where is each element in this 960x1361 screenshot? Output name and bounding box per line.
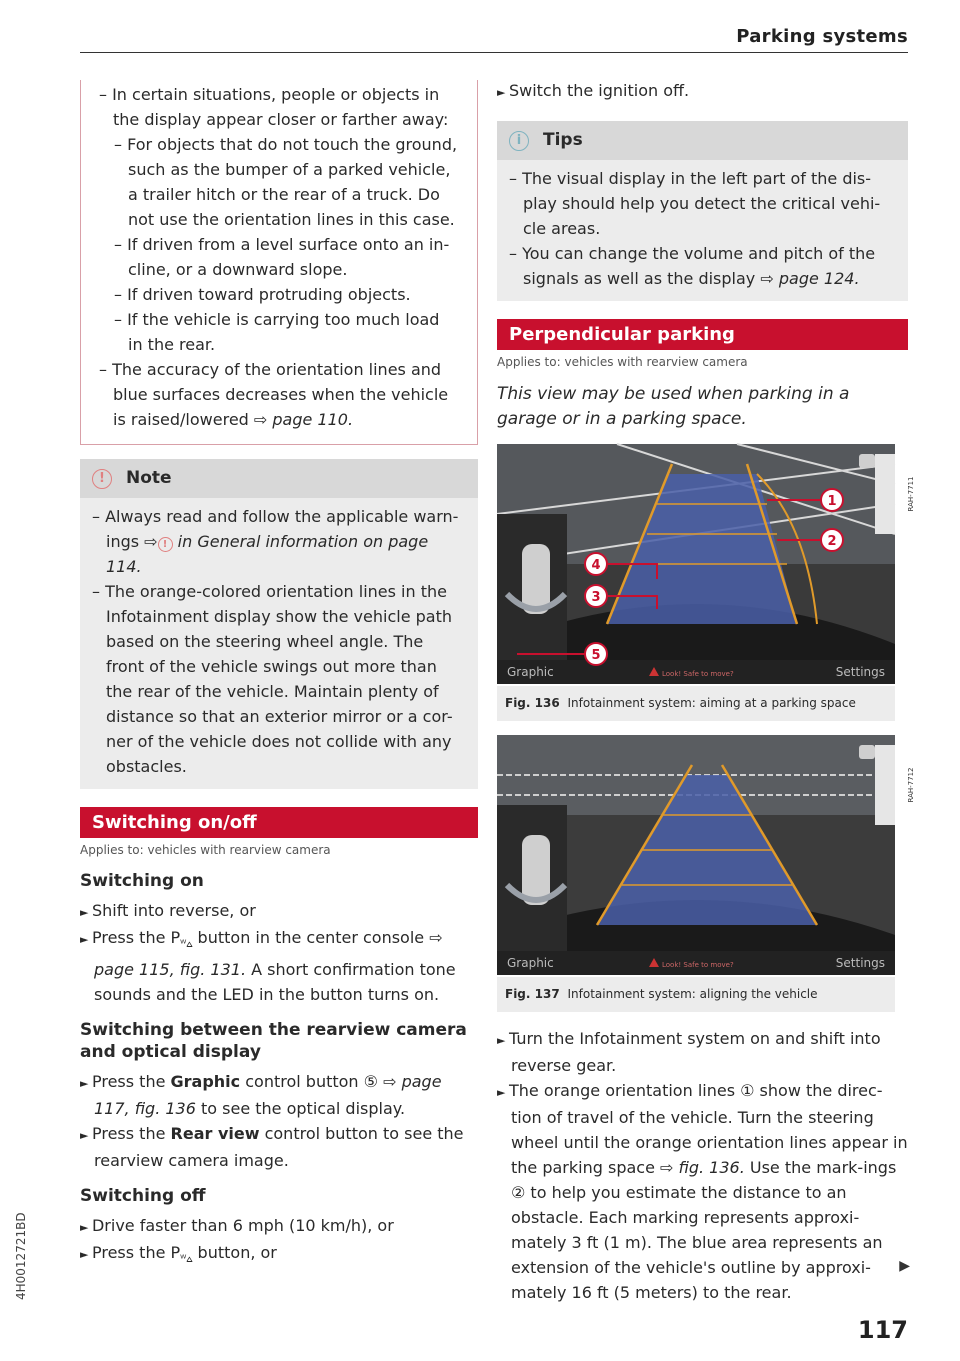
- safety-warning-text: Look! Safe to move?: [662, 670, 734, 678]
- page-reference-link[interactable]: ⇨ page 110.: [253, 410, 354, 429]
- callout-label: 5: [591, 648, 601, 663]
- warning-item: [99, 357, 459, 432]
- list-item: [497, 1026, 908, 1078]
- tips-body: [497, 160, 908, 301]
- page-reference-link[interactable]: ⇨ page 124.: [760, 269, 860, 288]
- fig-reference-link[interactable]: ⇨ fig. 136.: [660, 1158, 745, 1177]
- warning-item: – In certain situations, people or objects in the display appear closer or farther away:: [99, 85, 449, 129]
- note-item: [92, 504, 466, 579]
- list-item: [80, 1121, 478, 1173]
- list-item: [80, 1213, 478, 1240]
- list-item: [80, 1240, 478, 1272]
- arrow-bullet-icon: ►: [80, 1248, 92, 1262]
- general-info-reference-link[interactable]: in General information on page 114.: [106, 532, 429, 576]
- figure-caption: [497, 977, 895, 1012]
- list-item-text: Shift into reverse, or: [91, 901, 256, 920]
- fig136-screen-image: [497, 444, 915, 684]
- figure-136: [497, 444, 915, 721]
- warning-subitem: – If the vehicle is carrying too much load in the rear.: [114, 310, 440, 354]
- note-title: Note: [126, 468, 172, 488]
- arrow-bullet-icon: ►: [497, 86, 509, 99]
- figure-caption: [497, 686, 895, 721]
- list-item-text: Press the P: [91, 1243, 181, 1263]
- arrow-bullet-icon: ►: [497, 1034, 509, 1047]
- callout-label: 1: [827, 494, 837, 509]
- graphic-softkey[interactable]: Graphic: [507, 956, 554, 970]
- figure-caption-text: Infotainment system: aiming at a parking space: [567, 696, 856, 710]
- graphic-button-label: Graphic: [170, 1072, 241, 1092]
- settings-softkey[interactable]: Settings: [835, 956, 885, 970]
- list-item-text: control button to see the rearview camera image.: [94, 1124, 464, 1171]
- arrow-bullet-icon: ►: [80, 933, 92, 946]
- arrow-bullet-icon: ►: [80, 1129, 92, 1143]
- list-item-text: Use the mark-ings ② to help you estimate the distance to an obstacle. Each marking represents approxi-mately 3 ft (1 m). The blue area represents an extension of the vehicle's outline by approxi-mately 16 ft (5 meters) to the rear.: [511, 1158, 897, 1302]
- figure-137: [497, 735, 915, 1012]
- page-reference-link[interactable]: ⇨ page 115, fig. 131.: [94, 928, 443, 980]
- list-item-text: The orange orientation lines ① show the direc-tion of travel of the vehicle. Turn the steering wheel until the orange orientation lines appear in the parking space: [508, 1081, 908, 1177]
- figure-number: Fig. 137: [505, 987, 560, 1001]
- section-title-switching: Switching on/off: [80, 807, 478, 838]
- note-box: [80, 459, 478, 789]
- warning-subitem: – If driven toward protruding objects.: [114, 285, 411, 304]
- section-title-perpendicular: Perpendicular parking: [497, 319, 908, 350]
- continue-arrow-icon: ▶: [899, 1258, 910, 1274]
- warning-circle-icon: !: [158, 537, 173, 552]
- switching-on-heading: Switching on: [80, 871, 204, 891]
- fig137-screen-image: [497, 735, 915, 975]
- list-item: [80, 898, 478, 925]
- callout-label: 4: [591, 558, 601, 573]
- note-item: – The orange-colored orientation lines in the Infotainment display show the vehicle path based on the steering wheel angle. The front of the vehicle swings out more than the rear of the vehicle. Maintain plenty of distance so that an exterior mirror or a cor-ner of the vehicle does not collide with any obstacles.: [92, 582, 453, 776]
- fig-reference-link[interactable]: ⇨ page 117, fig. 136: [94, 1072, 442, 1119]
- safety-warning-text: Look! Safe to move?: [662, 961, 734, 969]
- figure-code: RAH-7712: [907, 767, 915, 803]
- header-rule: [80, 52, 908, 53]
- list-item: [80, 925, 478, 1007]
- graphic-softkey[interactable]: Graphic: [507, 665, 554, 679]
- list-item-text: Press the: [91, 1072, 171, 1092]
- figure-caption-text: Infotainment system: aligning the vehicle: [567, 987, 818, 1001]
- page-number: 117: [857, 1316, 908, 1344]
- rear-view-button-label: Rear view: [170, 1124, 260, 1144]
- list-item-text: Turn the Infotainment system on and shift into reverse gear.: [508, 1029, 881, 1075]
- note-body: [80, 498, 478, 789]
- arrow-bullet-icon: ►: [80, 906, 92, 919]
- parking-aid-button-symbol: ᵂ⩟: [180, 939, 193, 951]
- callout-label: 2: [827, 534, 837, 549]
- list-item-text: to see the optical display.: [195, 1099, 406, 1119]
- info-circle-icon: i: [509, 131, 529, 151]
- note-item-text: – Always read and follow the applicable warn-ings ⇨: [92, 507, 459, 551]
- tips-item-text: – You can change the volume and pitch of the signals as well as the display: [509, 244, 876, 288]
- parking-aid-button-symbol: ᵂ⩟: [180, 1254, 193, 1266]
- tips-title: Tips: [543, 130, 583, 150]
- intro-text: This view may be used when parking in a garage or in a parking space.: [497, 384, 850, 429]
- list-item-text: Switch the ignition off.: [508, 81, 690, 100]
- list-item-text: control button ⑤: [240, 1072, 384, 1092]
- warning-subitem: – For objects that do not touch the ground, such as the bumper of a parked vehicle, a trailer hitch or the rear of a truck. Do not use the orientation lines in this case.: [114, 135, 458, 229]
- note-header: [80, 459, 478, 498]
- warning-continuation-box: [80, 80, 478, 445]
- applies-to-text: Applies to: vehicles with rearview camera: [497, 355, 748, 369]
- arrow-bullet-icon: ►: [80, 1077, 92, 1091]
- warning-item-text: – The accuracy of the orientation lines and blue surfaces decreases when the vehicle is raised/lowered: [99, 360, 449, 429]
- left-column: [80, 80, 478, 1272]
- list-item-text: Press the: [91, 1124, 171, 1144]
- list-item-text: Press the P: [91, 928, 181, 947]
- list-item: [497, 1078, 908, 1305]
- figure-number: Fig. 136: [505, 696, 560, 710]
- tips-item: – The visual display in the left part of the dis-play should help you detect the critical vehi-cle areas.: [509, 169, 881, 238]
- document-code: 4H0012721BD: [14, 1212, 28, 1300]
- tips-item: [509, 241, 896, 291]
- tips-header: [497, 121, 908, 160]
- list-item-text: A short confirmation tone sounds and the LED in the button turns on.: [94, 960, 456, 1005]
- switching-between-heading: Switching between the rearview camera and optical display: [80, 1020, 467, 1063]
- tips-box: [497, 121, 908, 301]
- callout-label: 3: [591, 590, 601, 605]
- switching-off-heading: Switching off: [80, 1186, 206, 1207]
- arrow-bullet-icon: ►: [497, 1086, 509, 1099]
- list-item: [80, 1069, 478, 1121]
- page-header-title: Parking systems: [736, 26, 908, 47]
- figure-code: RAH-7711: [907, 476, 915, 512]
- list-item-text: Drive faster than 6 mph (10 km/h), or: [91, 1216, 394, 1236]
- list-item: [497, 78, 908, 105]
- exclamation-circle-icon: !: [92, 469, 112, 489]
- list-item-text: button in the center console: [192, 928, 430, 947]
- warning-subitem: – If driven from a level surface onto an in-cline, or a downward slope.: [114, 235, 450, 279]
- applies-to-text: Applies to: vehicles with rearview camera: [80, 843, 331, 857]
- settings-softkey[interactable]: Settings: [835, 665, 885, 679]
- arrow-bullet-icon: ►: [80, 1221, 92, 1235]
- right-column: [497, 78, 915, 1305]
- list-item-text: button, or: [192, 1243, 277, 1263]
